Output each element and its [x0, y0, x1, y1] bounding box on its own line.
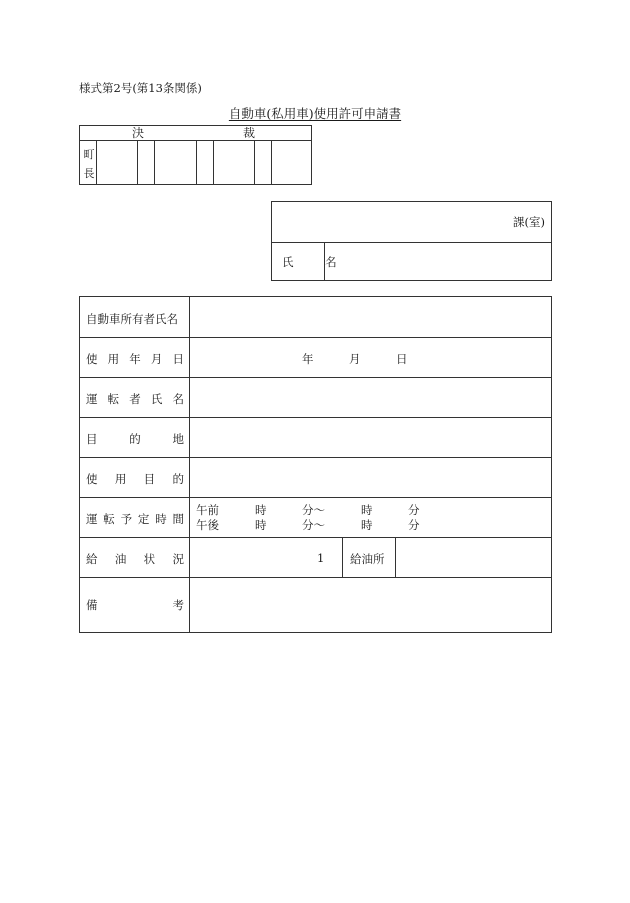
destination-label: [86, 431, 184, 447]
mayor-label-1: 町: [83, 148, 95, 161]
label-char: 日: [172, 352, 184, 366]
pm-label: 午後: [196, 518, 219, 532]
label-char: 目: [143, 472, 156, 486]
hour-unit: 時: [255, 503, 267, 517]
applicant-name-label: 氏 名: [282, 255, 351, 269]
month-unit: 月: [349, 352, 361, 366]
day-unit: 日: [396, 352, 408, 366]
label-char: 定: [137, 512, 150, 526]
label-char: 的: [129, 432, 141, 446]
fuel-value: 1: [317, 551, 325, 565]
mayor-label-2: 長: [83, 167, 95, 180]
hour-unit: 時: [361, 503, 373, 517]
label-char: 転: [103, 512, 115, 526]
column-divider: [342, 537, 343, 577]
label-char: 目: [86, 432, 98, 446]
hour-unit: 時: [255, 518, 267, 532]
label-char: 時: [155, 512, 167, 526]
column-divider: [189, 297, 190, 632]
am-label: 午前: [196, 503, 219, 517]
row-divider: [80, 417, 551, 418]
label-char: 月: [150, 352, 163, 366]
label-char: 名: [172, 392, 184, 406]
application-table: [79, 296, 552, 633]
form-number: 様式第2号(第13条関係): [79, 81, 202, 95]
approval-header: [80, 126, 311, 141]
label-char: 備: [86, 598, 98, 612]
label-char: 使: [86, 472, 98, 486]
column-divider: [395, 537, 396, 577]
label-char: 使: [86, 352, 98, 366]
schedule-label: [86, 511, 184, 527]
document-title: [0, 104, 630, 122]
remarks-label: [86, 597, 184, 613]
label-char: 用: [107, 352, 120, 366]
label-char: 氏: [150, 392, 163, 406]
label-char: 的: [172, 472, 184, 486]
label-char: 年: [129, 352, 141, 366]
hour-unit: 時: [361, 518, 373, 532]
label-char: 給: [86, 552, 98, 566]
minute-unit: 分: [408, 503, 420, 517]
gas-station-label: 給油所: [350, 552, 385, 566]
minute-from-unit: 分～: [302, 503, 325, 517]
stamp-divider: [213, 141, 214, 185]
applicant-box: [271, 201, 552, 281]
label-char: 間: [172, 512, 184, 526]
stamp-divider: [96, 141, 97, 185]
stamp-divider: [254, 141, 255, 185]
mayor-label: [82, 145, 96, 183]
document-title-text: 自動車(私用車)使用許可申請書: [228, 106, 402, 121]
label-char: 況: [172, 552, 184, 566]
driver-name-label: [86, 391, 184, 407]
stamp-divider: [154, 141, 155, 185]
row-divider: [80, 377, 551, 378]
minute-unit: 分: [408, 518, 420, 532]
minute-from-unit: 分～: [302, 518, 325, 532]
year-unit: 年: [302, 352, 314, 366]
label-char: 予: [120, 512, 133, 526]
label-char: 転: [107, 392, 120, 406]
fuel-status-label: [86, 551, 184, 567]
approval-header-left: 決: [132, 126, 145, 140]
stamp-divider: [137, 141, 138, 185]
divider: [272, 242, 551, 243]
purpose-label: [86, 471, 184, 487]
owner-name-label: 自動車所有者氏名: [86, 312, 178, 326]
label-char: 用: [114, 472, 127, 486]
approval-header-right: 裁: [243, 126, 256, 140]
stamp-divider: [196, 141, 197, 185]
label-char: 油: [114, 552, 127, 566]
label-char: 考: [172, 598, 184, 612]
label-char: 運: [86, 512, 98, 526]
label-char: 運: [86, 392, 98, 406]
row-divider: [80, 337, 551, 338]
row-divider: [80, 497, 551, 498]
row-divider: [80, 577, 551, 578]
usage-date-label: [86, 351, 184, 367]
approval-box: [79, 125, 312, 185]
stamp-divider: [271, 141, 272, 185]
label-char: 状: [143, 552, 156, 566]
section-label: 課(室): [513, 215, 545, 229]
label-char: 者: [129, 392, 141, 406]
row-divider: [80, 457, 551, 458]
label-char: 地: [172, 432, 184, 446]
row-divider: [80, 537, 551, 538]
